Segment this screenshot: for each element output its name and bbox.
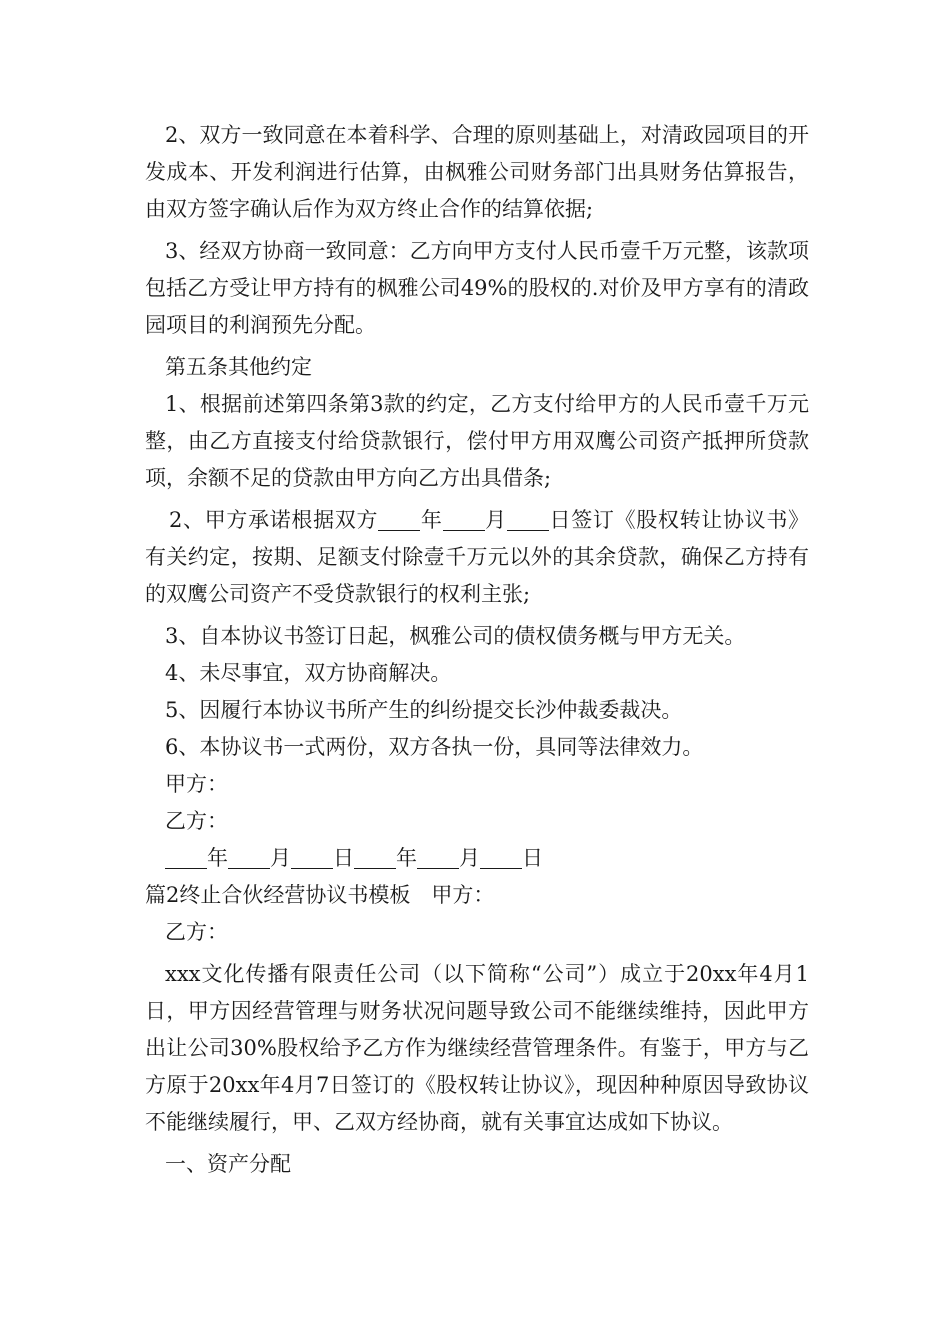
blank-line — [507, 508, 549, 531]
blank-line — [354, 846, 396, 869]
blank-line — [480, 846, 522, 869]
clause-5-2-part-4: 日签订《股权转让协议书》有关约定，按期、足额支付除壹千万元以外的其余贷款，确保乙方持有的双鹰公司资产不受贷款银行的权利主张; — [145, 508, 809, 606]
clause-4-3: 3、经双方协商一致同意：乙方向甲方支付人民币壹千万元整，该款项包括乙方受让甲方持有的枫雅公司49%的股权的.对价及甲方享有的清政园项目的利润预先分配。 — [145, 239, 809, 337]
clause-5-3: 3、自本协议书签订日起，枫雅公司的债权债务概与甲方无关。 — [165, 624, 746, 648]
blank-line — [378, 508, 420, 531]
party-a-signature-label: 甲方： — [165, 772, 228, 796]
clause-5-4: 4、未尽事宜，双方协商解决。 — [165, 661, 452, 685]
signature-date-line — [145, 840, 809, 877]
template-2-heading: 篇2终止合伙经营协议书模板 甲方： — [145, 883, 495, 907]
clause-5-1: 1、根据前述第四条第3款的约定，乙方支付给甲方的人民币壹千万元整，由乙方直接支付给贷款银行，偿付甲方用双鹰公司资产抵押所贷款项，余额不足的贷款由甲方向乙方出具借条; — [145, 392, 809, 490]
date-part-month-2: 月 — [459, 846, 480, 870]
clause-5-2-part-1: 2、甲方承诺根据双方 — [169, 508, 379, 532]
document-page — [145, 117, 809, 1183]
date-part-day-2: 日 — [522, 846, 543, 870]
blank-line — [417, 846, 459, 869]
template-2-preamble: xxx文化传播有限责任公司（以下简称“公司”）成立于20xx年4月1日，甲方因经营管理与财务状况问题导致公司不能继续维持，因此甲方出让公司30%股权给予乙方作为继续经营管理条件。有鉴于，甲方与乙方原于20xx年4月7日签订的《股权转让协议》，现因种种原因导致协议不能继续履行，甲、乙双方经协商，就有关事宜达成如下协议。 — [145, 962, 809, 1134]
clause-5-2-part-2: 年 — [420, 508, 443, 532]
date-part-day-1: 日 — [333, 846, 354, 870]
section-heading-asset-distribution: 一、资产分配 — [165, 1152, 291, 1176]
blank-line — [291, 846, 333, 869]
date-part-month-1: 月 — [270, 846, 291, 870]
blank-line — [443, 508, 485, 531]
date-part-year-2: 年 — [396, 846, 417, 870]
template-2-party-b-label: 乙方： — [165, 920, 228, 944]
section-heading-article-5: 第五条其他约定 — [165, 355, 312, 379]
clause-4-2: 2、双方一致同意在本着科学、合理的原则基础上，对清政园项目的开发成本、开发利润进行估算，由枫雅公司财务部门出具财务估算报告，由双方签字确认后作为双方终止合作的结算依据; — [145, 123, 809, 221]
party-b-signature-label: 乙方： — [165, 809, 228, 833]
clause-5-2 — [145, 502, 809, 613]
clause-5-2-part-3: 月 — [484, 508, 507, 532]
clause-5-6: 6、本协议书一式两份，双方各执一份，具同等法律效力。 — [165, 735, 704, 759]
clause-5-5: 5、因履行本协议书所产生的纠纷提交长沙仲裁委裁决。 — [165, 698, 683, 722]
date-part-year-1: 年 — [207, 846, 228, 870]
blank-line — [228, 846, 270, 869]
blank-line — [165, 846, 207, 869]
